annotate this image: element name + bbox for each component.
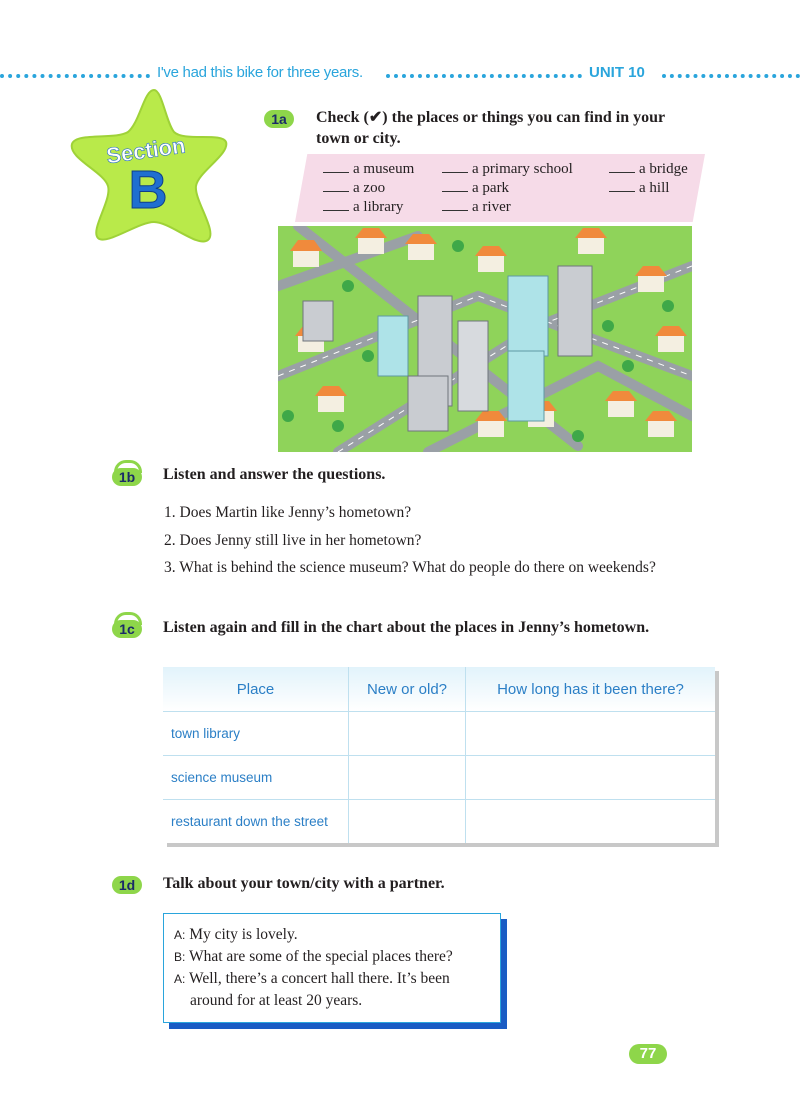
chart-header: How long has it been there? (466, 667, 716, 712)
speaker-label: A: (174, 972, 186, 986)
chart-row-place: science museum (163, 756, 349, 800)
chart-cell-blank[interactable] (349, 800, 466, 844)
check-item[interactable]: a river (442, 198, 511, 217)
section-star-icon (62, 82, 232, 252)
header-unit: UNIT 10 (589, 64, 645, 81)
chart-cell-blank[interactable] (466, 712, 716, 756)
question-item: 2. Does Jenny still live in her hometown? (164, 532, 422, 549)
chart-header: New or old? (349, 667, 466, 712)
section-word: Section (104, 132, 187, 169)
chart-header: Place (163, 667, 349, 712)
badge-1a: 1a (264, 110, 294, 128)
speaker-label: A: (174, 928, 186, 942)
header-dots-left (0, 74, 150, 82)
badge-1d: 1d (112, 876, 142, 894)
speaker-label: B: (174, 950, 186, 964)
question-item: 1. Does Martin like Jenny’s hometown? (164, 504, 412, 521)
dialogue-line: A: Well, there’s a concert hall there. It’s been (174, 970, 450, 987)
check-item[interactable]: a zoo (323, 179, 385, 198)
page-number: 77 (629, 1044, 667, 1064)
check-item[interactable]: a hill (609, 179, 669, 198)
section-letter: B (128, 160, 168, 220)
check-item[interactable]: a library (323, 198, 403, 217)
dialogue-line: A: My city is lovely. (174, 926, 298, 943)
chart-cell-blank[interactable] (466, 756, 716, 800)
chart-cell-blank[interactable] (349, 712, 466, 756)
header-dots-middle (386, 74, 582, 82)
header-dots-right (662, 74, 800, 82)
check-item[interactable]: a park (442, 179, 509, 198)
instruction-1a-line2: town or city. (316, 130, 401, 147)
dialogue-line: around for at least 20 years. (190, 992, 363, 1009)
instruction-1b: Listen and answer the questions. (163, 466, 386, 483)
dialogue-line: B: What are some of the special places there? (174, 948, 453, 965)
check-item[interactable]: a bridge (609, 160, 688, 179)
badge-1b: 1b (112, 468, 142, 486)
check-item[interactable]: a primary school (442, 160, 573, 179)
badge-1c: 1c (112, 620, 142, 638)
check-item[interactable]: a museum (323, 160, 414, 179)
header-title: I've had this bike for three years. (157, 64, 363, 81)
city-illustration (278, 226, 692, 452)
dialogue-box (163, 913, 501, 1023)
chart-cell-blank[interactable] (349, 756, 466, 800)
instruction-1c: Listen again and fill in the chart about the places in Jenny’s hometown. (163, 619, 650, 636)
chart-cell-blank[interactable] (466, 800, 716, 844)
instruction-1d: Talk about your town/city with a partner. (163, 875, 445, 892)
instruction-1a-line1: Check (✔) the places or things you can find in your (316, 109, 666, 126)
chart-row-place: restaurant down the street (163, 800, 349, 844)
chart-row-place: town library (163, 712, 349, 756)
question-item: 3. What is behind the science museum? What do people do there on weekends? (164, 559, 656, 576)
places-chart (163, 667, 715, 843)
